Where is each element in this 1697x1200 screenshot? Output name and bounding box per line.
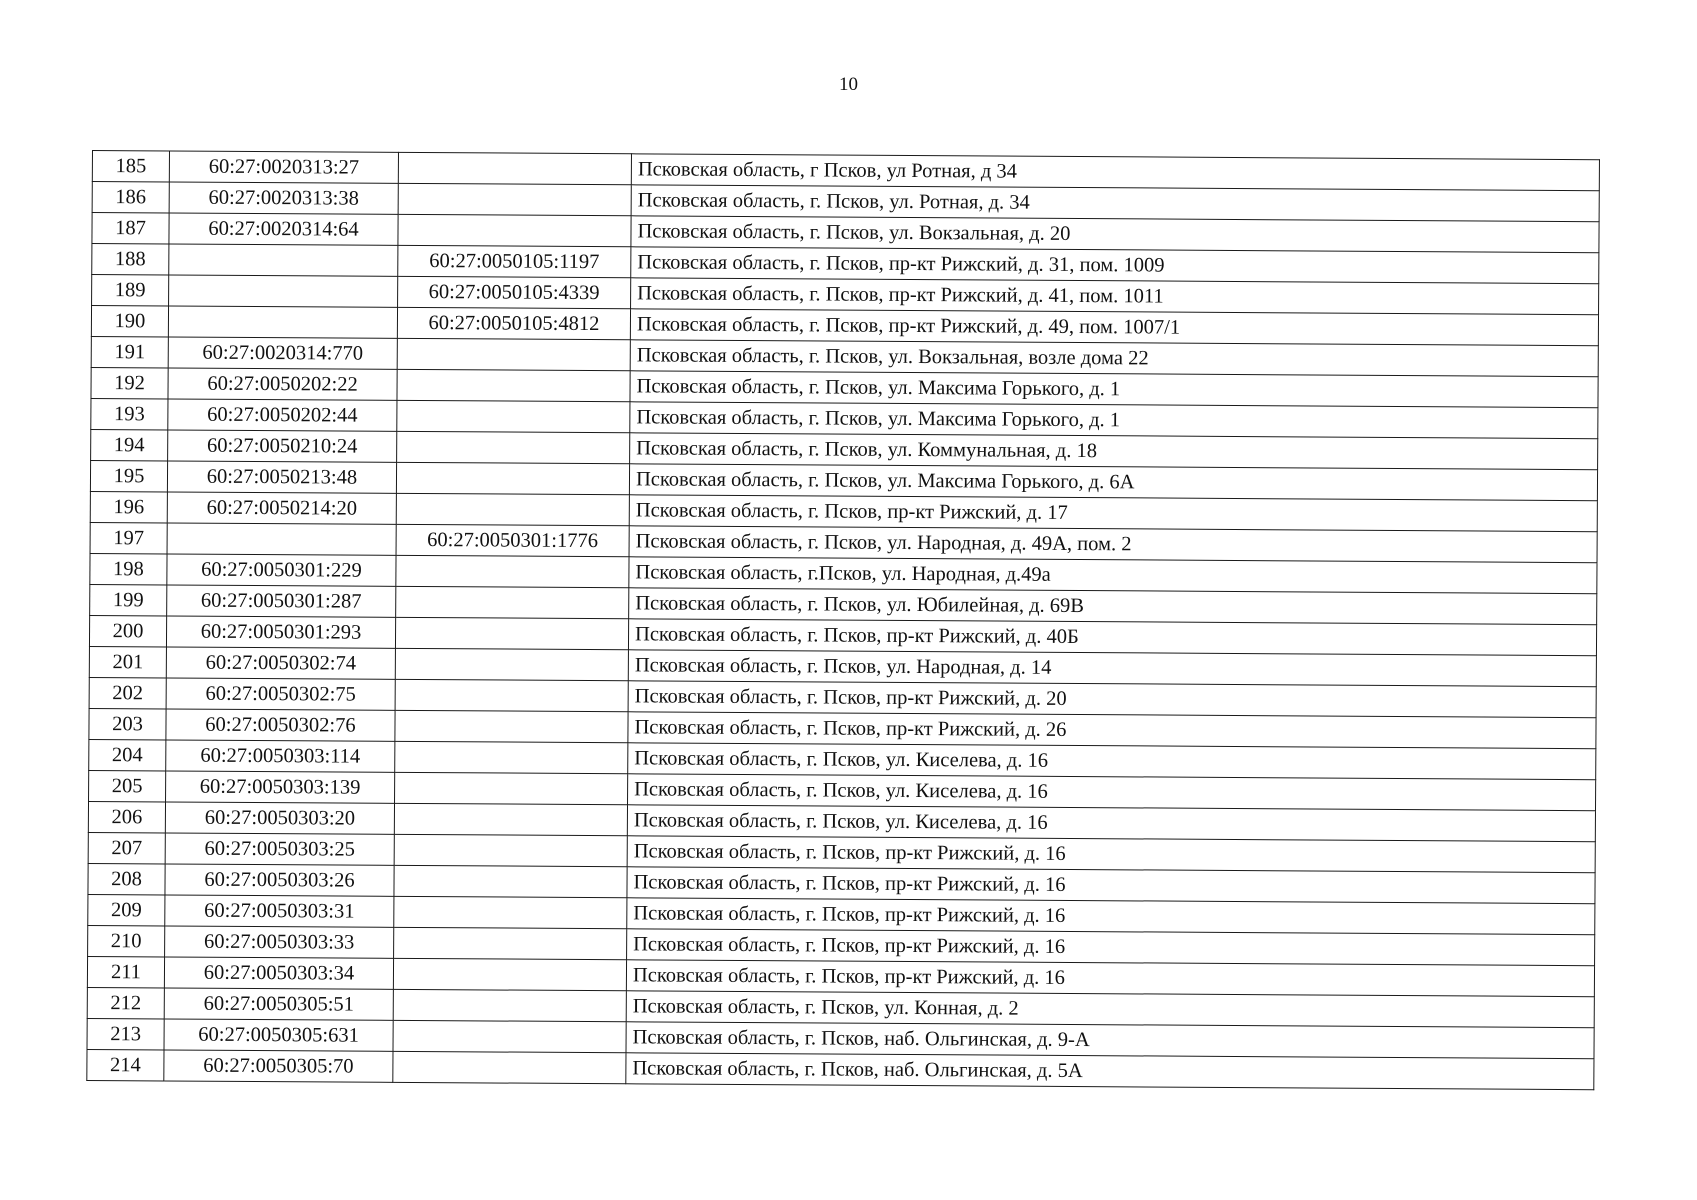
- row-number-cell: 211: [87, 956, 164, 987]
- premises-cadastral-number-cell: [394, 927, 627, 959]
- row-number-cell: 197: [90, 522, 167, 553]
- cadastral-number-cell: 60:27:0050214:20: [167, 492, 396, 524]
- address-cell: Псковская область, г. Псков, пр-кт Рижский, д. 49, пом. 1007/1: [630, 309, 1598, 346]
- address-cell: Псковская область, г. Псков, ул. Киселева, д. 16: [628, 743, 1596, 780]
- row-number-cell: 185: [92, 151, 169, 182]
- premises-cadastral-number-cell: [397, 400, 630, 432]
- cadastral-number-cell: [169, 244, 398, 276]
- premises-cadastral-number-cell: [393, 989, 626, 1021]
- address-cell: Псковская область, г. Псков, ул. Максима Горького, д. 1: [630, 371, 1598, 408]
- cadastral-number-cell: 60:27:0020314:770: [168, 337, 397, 369]
- row-number-cell: 193: [91, 398, 168, 429]
- address-cell: Псковская область, г. Псков, пр-кт Рижский, д. 16: [627, 836, 1595, 873]
- row-number-cell: 209: [88, 894, 165, 925]
- address-cell: Псковская область, г. Псков, пр-кт Рижский, д. 16: [627, 867, 1595, 904]
- address-cell: Псковская область, г. Псков, наб. Ольгинская, д. 9-А: [626, 1022, 1594, 1059]
- premises-cadastral-number-cell: [397, 338, 630, 370]
- cadastral-number-cell: [167, 523, 396, 555]
- address-cell: Псковская область, г. Псков, пр-кт Рижский, д. 17: [629, 495, 1597, 532]
- row-number-cell: 210: [88, 925, 165, 956]
- row-number-cell: 202: [89, 677, 166, 708]
- cadastral-number-cell: 60:27:0050303:26: [165, 864, 394, 896]
- premises-cadastral-number-cell: 60:27:0050301:1776: [396, 524, 629, 556]
- address-cell: Псковская область, г. Псков, пр-кт Рижский, д. 16: [627, 898, 1595, 935]
- address-cell: Псковская область, г. Псков, ул. Максима Горького, д. 6А: [629, 464, 1597, 501]
- cadastral-number-cell: 60:27:0050303:31: [165, 895, 394, 927]
- premises-cadastral-number-cell: [393, 958, 626, 990]
- cadastral-number-cell: 60:27:0050303:114: [166, 740, 395, 772]
- premises-cadastral-number-cell: 60:27:0050105:1197: [398, 245, 631, 277]
- row-number-cell: 200: [89, 615, 166, 646]
- premises-cadastral-number-cell: [396, 493, 629, 525]
- address-cell: Псковская область, г. Псков, ул. Народная, д. 49А, пом. 2: [629, 526, 1597, 563]
- row-number-cell: 188: [92, 244, 169, 275]
- address-cell: Псковская область, г Псков, ул Ротная, д 34: [631, 154, 1599, 191]
- cadastral-number-cell: 60:27:0050303:20: [165, 802, 394, 834]
- premises-cadastral-number-cell: [394, 865, 627, 897]
- premises-cadastral-number-cell: [393, 1020, 626, 1052]
- premises-cadastral-number-cell: 60:27:0050105:4812: [397, 307, 630, 339]
- cadastral-number-cell: 60:27:0050305:70: [164, 1050, 393, 1082]
- address-cell: Псковская область, г. Псков, пр-кт Рижский, д. 40Б: [628, 619, 1596, 656]
- address-cell: Псковская область, г. Псков, ул. Максима Горького, д. 1: [630, 402, 1598, 439]
- cadastral-number-cell: 60:27:0050202:44: [168, 399, 397, 431]
- row-number-cell: 192: [91, 367, 168, 398]
- premises-cadastral-number-cell: [397, 431, 630, 463]
- row-number-cell: 186: [92, 182, 169, 213]
- registry-table: [86, 150, 1600, 1090]
- cadastral-number-cell: 60:27:0020313:27: [169, 151, 398, 183]
- premises-cadastral-number-cell: [398, 152, 631, 184]
- address-cell: Псковская область, г.Псков, ул. Народная, д.49а: [629, 557, 1597, 594]
- cadastral-number-cell: 60:27:0050303:25: [165, 833, 394, 865]
- address-cell: Псковская область, г. Псков, ул. Киселева, д. 16: [627, 805, 1595, 842]
- premises-cadastral-number-cell: 60:27:0050105:4339: [398, 276, 631, 308]
- registry-table-body: [87, 151, 1600, 1090]
- address-cell: Псковская область, г. Псков, пр-кт Рижский, д. 20: [628, 681, 1596, 718]
- premises-cadastral-number-cell: [396, 586, 629, 618]
- cadastral-number-cell: 60:27:0050302:75: [166, 678, 395, 710]
- row-number-cell: 187: [92, 213, 169, 244]
- row-number-cell: 207: [88, 832, 165, 863]
- page-number: 10: [839, 74, 858, 95]
- address-cell: Псковская область, г. Псков, пр-кт Рижский, д. 41, пом. 1011: [631, 278, 1599, 315]
- row-number-cell: 205: [89, 770, 166, 801]
- cadastral-number-cell: 60:27:0050305:631: [164, 1019, 393, 1051]
- premises-cadastral-number-cell: [395, 617, 628, 649]
- address-cell: Псковская область, г. Псков, наб. Ольгинская, д. 5А: [626, 1053, 1594, 1090]
- row-number-cell: 190: [91, 306, 168, 337]
- address-cell: Псковская область, г. Псков, пр-кт Рижский, д. 16: [626, 960, 1594, 997]
- cadastral-number-cell: 60:27:0050305:51: [164, 988, 393, 1020]
- premises-cadastral-number-cell: [395, 772, 628, 804]
- premises-cadastral-number-cell: [398, 214, 631, 246]
- cadastral-number-cell: [169, 275, 398, 307]
- cadastral-number-cell: [168, 306, 397, 338]
- row-number-cell: 201: [89, 646, 166, 677]
- premises-cadastral-number-cell: [396, 462, 629, 494]
- premises-cadastral-number-cell: [396, 555, 629, 587]
- row-number-cell: 203: [89, 708, 166, 739]
- cadastral-number-cell: 60:27:0050202:22: [168, 368, 397, 400]
- row-number-cell: 213: [87, 1018, 164, 1049]
- address-cell: Псковская область, г. Псков, ул. Коммунальная, д. 18: [630, 433, 1598, 470]
- row-number-cell: 208: [88, 863, 165, 894]
- row-number-cell: 194: [91, 429, 168, 460]
- row-number-cell: 204: [89, 739, 166, 770]
- row-number-cell: 191: [91, 336, 168, 367]
- row-number-cell: 214: [87, 1049, 164, 1080]
- row-number-cell: 195: [90, 460, 167, 491]
- premises-cadastral-number-cell: [393, 1051, 626, 1083]
- cadastral-number-cell: 60:27:0050210:24: [168, 430, 397, 462]
- premises-cadastral-number-cell: [395, 679, 628, 711]
- address-cell: Псковская область, г. Псков, ул. Вокзальная, возле дома 22: [630, 340, 1598, 377]
- cadastral-number-cell: 60:27:0050301:287: [167, 585, 396, 617]
- cadastral-number-cell: 60:27:0050302:76: [166, 709, 395, 741]
- address-cell: Псковская область, г. Псков, ул. Конная, д. 2: [626, 991, 1594, 1028]
- address-cell: Псковская область, г. Псков, ул. Юбилейная, д. 69В: [629, 588, 1597, 625]
- cadastral-number-cell: 60:27:0050301:293: [166, 616, 395, 648]
- cadastral-number-cell: 60:27:0050303:34: [164, 957, 393, 989]
- premises-cadastral-number-cell: [394, 803, 627, 835]
- cadastral-number-cell: 60:27:0050303:33: [165, 926, 394, 958]
- premises-cadastral-number-cell: [395, 648, 628, 680]
- address-cell: Псковская область, г. Псков, ул. Народная, д. 14: [628, 650, 1596, 687]
- row-number-cell: 198: [90, 553, 167, 584]
- address-cell: Псковская область, г. Псков, ул. Вокзальная, д. 20: [631, 216, 1599, 253]
- address-cell: Псковская область, г. Псков, пр-кт Рижский, д. 31, пом. 1009: [631, 247, 1599, 284]
- row-number-cell: 196: [90, 491, 167, 522]
- row-number-cell: 212: [87, 987, 164, 1018]
- premises-cadastral-number-cell: [397, 369, 630, 401]
- cadastral-number-cell: 60:27:0050303:139: [166, 771, 395, 803]
- premises-cadastral-number-cell: [394, 834, 627, 866]
- row-number-cell: 206: [88, 801, 165, 832]
- premises-cadastral-number-cell: [398, 183, 631, 215]
- row-number-cell: 189: [92, 275, 169, 306]
- row-number-cell: 199: [90, 584, 167, 615]
- address-cell: Псковская область, г. Псков, пр-кт Рижский, д. 26: [628, 712, 1596, 749]
- address-cell: Псковская область, г. Псков, ул. Киселева, д. 16: [628, 774, 1596, 811]
- cadastral-number-cell: 60:27:0050301:229: [167, 554, 396, 586]
- cadastral-number-cell: 60:27:0050302:74: [166, 647, 395, 679]
- address-cell: Псковская область, г. Псков, ул. Ротная, д. 34: [631, 185, 1599, 222]
- premises-cadastral-number-cell: [395, 710, 628, 742]
- premises-cadastral-number-cell: [395, 741, 628, 773]
- cadastral-number-cell: 60:27:0020313:38: [169, 182, 398, 214]
- premises-cadastral-number-cell: [394, 896, 627, 928]
- cadastral-number-cell: 60:27:0050213:48: [167, 461, 396, 493]
- cadastral-number-cell: 60:27:0020314:64: [169, 213, 398, 245]
- address-cell: Псковская область, г. Псков, пр-кт Рижский, д. 16: [627, 929, 1595, 966]
